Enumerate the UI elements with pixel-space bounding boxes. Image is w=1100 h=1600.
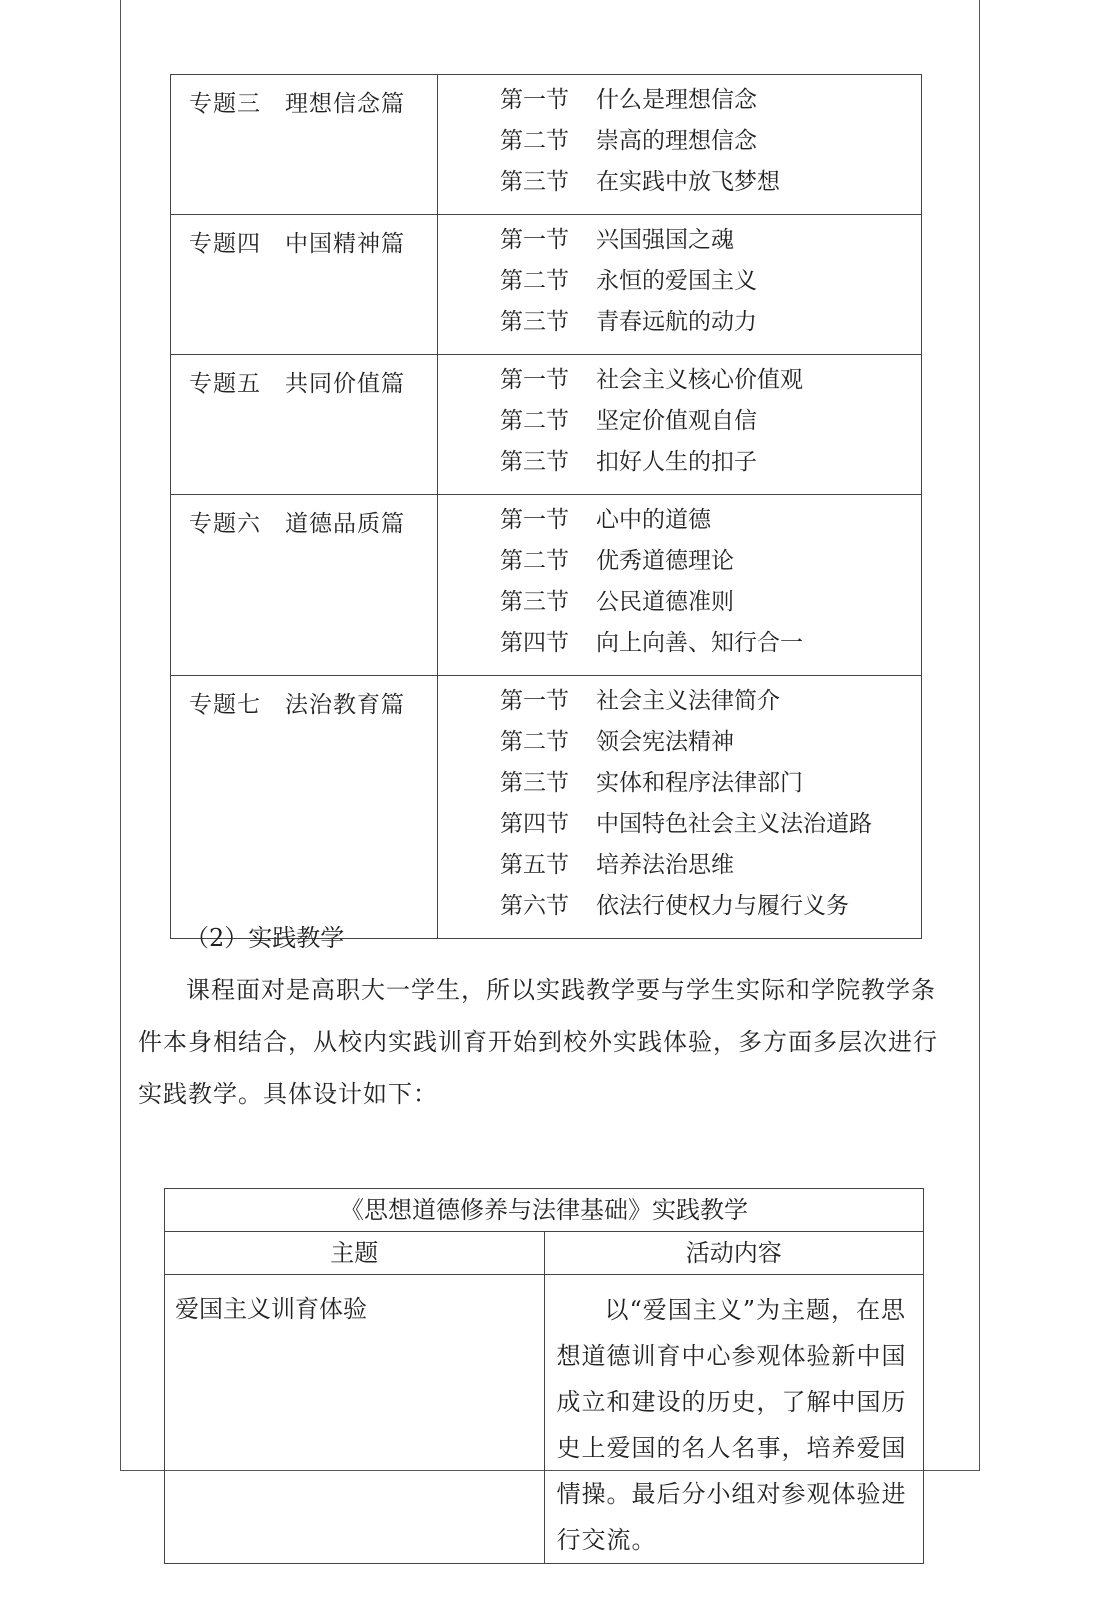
section-number: 第三节 [500,589,569,615]
section-number: 第四节 [500,811,569,837]
section-title: 社会主义法律简介 [596,688,780,714]
section-title: 中国特色社会主义法治道路 [596,811,872,837]
topic-title: 专题六 道德品质篇 [171,495,438,676]
section-number: 第二节 [500,128,569,154]
topics-table [170,74,922,939]
topic-sections [438,215,922,355]
section-number: 第一节 [500,87,569,113]
section-title: 在实践中放飞梦想 [596,169,780,195]
section-number: 第四节 [500,630,569,656]
section-title: 向上向善、知行合一 [596,630,803,656]
section-title: 公民道德准则 [596,589,734,615]
practice-paragraph: 课程面对是高职大一学生，所以实践教学要与学生实际和学院教学条件本身相结合，从校内实践训育开始到校外实践体验，多方面多层次进行实践教学。具体设计如下： [138,976,938,1108]
section-item [500,307,921,348]
section-title: 扣好人生的扣子 [596,449,757,475]
section-title: 兴国强国之魂 [596,227,734,253]
topic-row [171,676,922,939]
section-item [500,167,921,208]
section-title: 青春远航的动力 [596,309,757,335]
section-title: 依法行使权力与履行义务 [596,893,849,919]
section-title: 崇高的理想信念 [596,128,757,154]
section-number: 第一节 [500,227,569,253]
topic-row [171,75,922,215]
section-title: 领会宪法精神 [596,729,734,755]
section-number: 第二节 [500,408,569,434]
section-number: 第六节 [500,893,569,919]
practice-header-theme: 主题 [165,1232,545,1275]
section-number: 第三节 [500,309,569,335]
section-item [500,546,921,587]
practice-table-caption: 《思想道德修养与法律基础》实践教学 [165,1189,924,1232]
section-item [500,587,921,628]
section-item [500,365,921,406]
section-number: 第三节 [500,449,569,475]
section-number: 第三节 [500,770,569,796]
section-number: 第二节 [500,729,569,755]
section-title: 实体和程序法律部门 [596,770,803,796]
section-number: 第一节 [500,507,569,533]
practice-table [164,1188,924,1564]
topic-sections [438,355,922,495]
section-item [500,686,921,727]
section-item [500,406,921,447]
section-title: 坚定价值观自信 [596,408,757,434]
section-item [500,126,921,167]
section-item [500,447,921,488]
section-title: 什么是理想信念 [596,87,757,113]
section-number: 第二节 [500,268,569,294]
section-title: 培养法治思维 [596,852,734,878]
topic-row [171,495,922,676]
section-item [500,768,921,809]
topic-title: 专题三 理想信念篇 [171,75,438,215]
section-title: 社会主义核心价值观 [596,367,803,393]
section-title: 心中的道德 [596,507,711,533]
topic-row [171,215,922,355]
practice-heading: （2）实践教学 [185,924,345,952]
section-number: 第二节 [500,548,569,574]
section-number: 第五节 [500,852,569,878]
topic-title: 专题七 法治教育篇 [171,676,438,939]
section-number: 第三节 [500,169,569,195]
topic-sections [438,676,922,939]
topic-sections [438,75,922,215]
practice-theme-cell: 爱国主义训育体验 [165,1275,545,1564]
section-item [500,505,921,546]
section-item [500,727,921,768]
topic-title: 专题四 中国精神篇 [171,215,438,355]
section-item [500,891,921,932]
section-title: 永恒的爱国主义 [596,268,757,294]
practice-row [165,1275,924,1564]
topic-sections [438,495,922,676]
section-item [500,850,921,891]
section-item [500,809,921,850]
practice-header-activity: 活动内容 [544,1232,924,1275]
section-item [500,628,921,669]
topic-title: 专题五 共同价值篇 [171,355,438,495]
section-item [500,225,921,266]
practice-activity-cell: 以“爱国主义”为主题，在思想道德训育中心参观体验新中国成立和建设的历史，了解中国历史上爱国的名人名事，培养爱国情操。最后分小组对参观体验进行交流。 [544,1275,924,1564]
section-number: 第一节 [500,688,569,714]
section-title: 优秀道德理论 [596,548,734,574]
section-number: 第一节 [500,367,569,393]
section-item [500,266,921,307]
section-item [500,85,921,126]
topic-row [171,355,922,495]
